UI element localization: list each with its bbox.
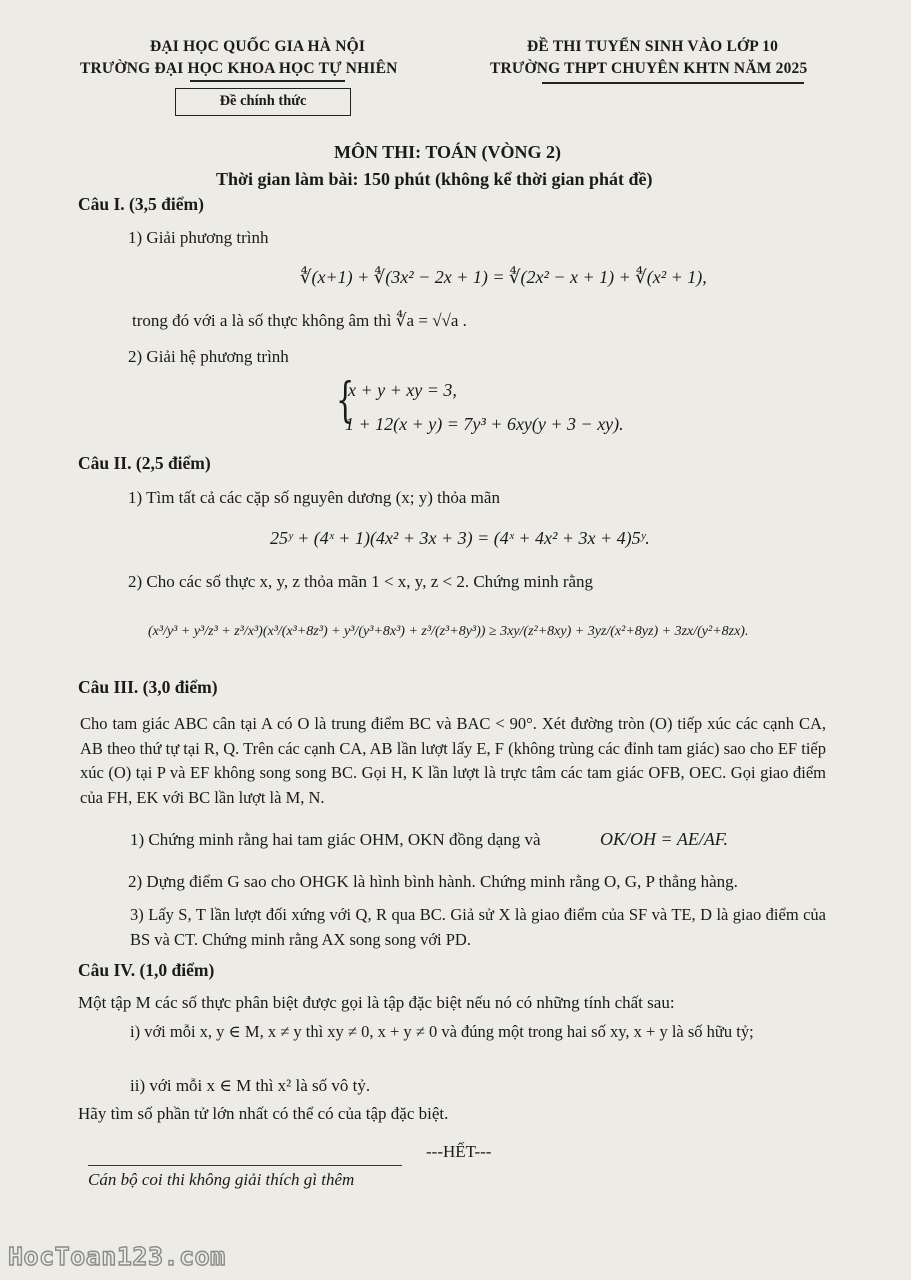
q1-system-line2: 1 + 12(x + y) = 7y³ + 6xy(y + 3 − xy). xyxy=(345,414,624,434)
q3-part1: 1) Chứng minh rằng hai tam giác OHM, OKN đồng dạng và xyxy=(130,830,541,849)
exam-name: ĐỀ THI TUYỂN SINH VÀO LỚP 10 xyxy=(527,38,779,55)
q4-title: Câu IV. (1,0 điểm) xyxy=(78,960,215,980)
footer-divider xyxy=(88,1165,402,1166)
q4-question: Hãy tìm số phần tử lớn nhất có thể có của tập đặc biệt. xyxy=(78,1104,449,1123)
q2-part1: 1) Tìm tất cả các cặp số nguyên dương (x; y) thỏa mãn xyxy=(128,488,500,507)
school-underline xyxy=(190,80,345,82)
system-brace: { xyxy=(336,372,355,428)
exam-school: TRƯỜNG THPT CHUYÊN KHTN NĂM 2025 xyxy=(490,60,808,77)
end-mark: ---HẾT--- xyxy=(426,1142,492,1161)
site-watermark: HocToan123.com xyxy=(8,1242,226,1271)
q3-part3: 3) Lấy S, T lần lượt đối xứng với Q, R qua BC. Giả sử X là giao điểm của SF và TE, D là giao điểm của BS và CT. Chứng minh rằng AX song song với PD. xyxy=(130,905,826,949)
q4-condition-i: i) với mỗi x, y ∈ M, x ≠ y thì xy ≠ 0, x + y ≠ 0 và đúng một trong hai số xy, x + y là số hữu tỷ; xyxy=(130,1022,754,1041)
q1-part1: 1) Giải phương trình xyxy=(128,228,269,247)
q1-equation: ∜(x+1) + ∜(3x² − 2x + 1) = ∜(2x² − x + 1) + ∜(x² + 1), xyxy=(300,267,707,287)
exam-time: Thời gian làm bài: 150 phút (không kể thời gian phát đề) xyxy=(216,169,653,189)
q3-part2: 2) Dựng điểm G sao cho OHGK là hình bình hành. Chứng minh rằng O, G, P thẳng hàng. xyxy=(128,872,738,891)
university-name: ĐẠI HỌC QUỐC GIA HÀ NỘI xyxy=(150,38,366,55)
q2-equation: 25ʸ + (4ˣ + 1)(4x² + 3x + 3) = (4ˣ + 4x² + 3x + 4)5ʸ. xyxy=(270,528,650,548)
official-badge: Đề chính thức xyxy=(175,88,351,116)
q2-title: Câu II. (2,5 điểm) xyxy=(78,453,211,473)
invigilator-note: Cán bộ coi thi không giải thích gì thêm xyxy=(88,1170,355,1189)
q1-title: Câu I. (3,5 điểm) xyxy=(78,194,204,214)
q3-text: Cho tam giác ABC cân tại A có O là trung điểm BC và BAC < 90°. Xét đường tròn (O) tiếp xúc các cạnh CA, AB theo thứ tự tại R, Q. Trên các cạnh CA, AB lần lượt lấy E, F (không trùng các đỉnh tam giác) sao cho EF tiếp xúc (O) tại P và EF không song song BC. Gọi H, K lần lượt là trực tâm các tam giác OFB, OEC. Gọi giao điểm của FH, EK với BC lần lượt là M, N. xyxy=(80,714,826,807)
subject-title: MÔN THI: TOÁN (VÒNG 2) xyxy=(334,142,562,162)
q1-note: trong đó với a là số thực không âm thì ∜a = √√a . xyxy=(132,311,467,330)
exam-underline xyxy=(542,82,804,84)
q4-condition-ii: ii) với mỗi x ∈ M thì x² là số vô tỷ. xyxy=(130,1076,371,1095)
q2-part2: 2) Cho các số thực x, y, z thỏa mãn 1 < x, y, z < 2. Chứng minh rằng xyxy=(128,572,594,591)
school-name: TRƯỜNG ĐẠI HỌC KHOA HỌC TỰ NHIÊN xyxy=(80,60,398,77)
q3-title: Câu III. (3,0 điểm) xyxy=(78,677,218,697)
q1-system-line1: x + y + xy = 3, xyxy=(348,380,457,400)
q3-part1-equation: OK/OH = AE/AF. xyxy=(600,829,728,849)
q4-intro: Một tập M các số thực phân biệt được gọi là tập đặc biệt nếu nó có những tính chất sau: xyxy=(78,993,675,1012)
q2-inequality: (x³/y³ + y³/z³ + z³/x³)(x³/(x³+8z³) + y³/(y³+8x³) + z³/(z³+8y³)) ≥ 3xy/(z²+8xy) + 3yz/(x²+8yz) + 3zx/(y²+8zx). xyxy=(148,624,749,639)
q1-part2: 2) Giải hệ phương trình xyxy=(128,347,289,366)
